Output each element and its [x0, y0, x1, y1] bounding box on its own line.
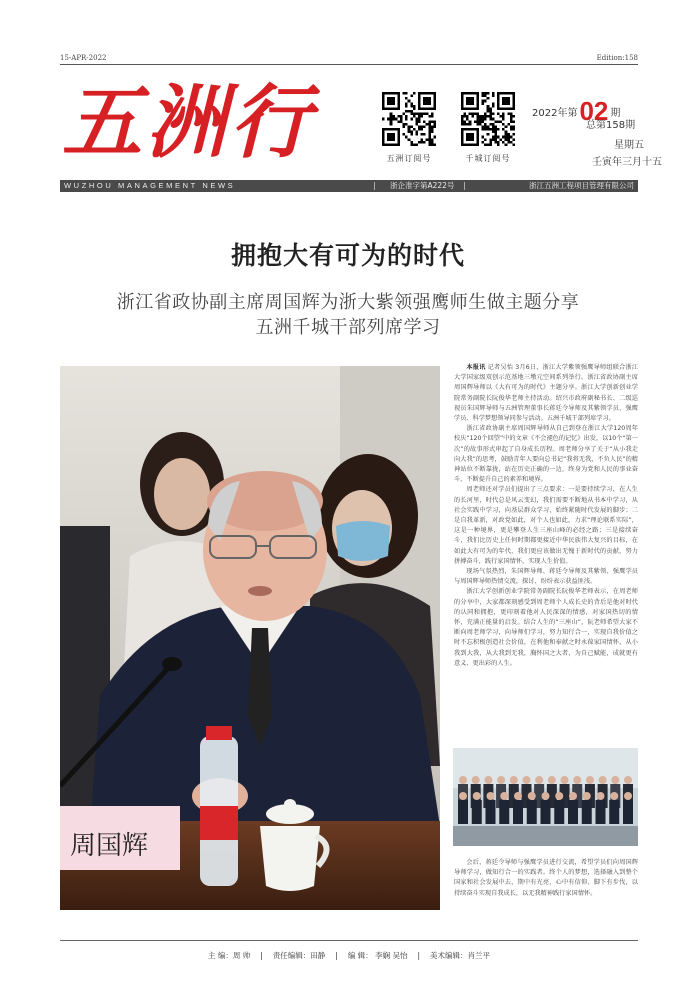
chief-editor: 主 编：周 帅 [207, 951, 251, 960]
article-body [454, 363, 638, 669]
band-divider [464, 182, 465, 190]
issue-date: 15-APR-2022 [60, 54, 107, 62]
masthead-band [60, 180, 638, 192]
band-divider [374, 182, 375, 190]
group-photo [453, 748, 638, 846]
headline: 拥抱大有可为的时代 [230, 241, 465, 270]
total-issue: 总第158期 [586, 120, 636, 131]
english-name: WUZHOU MANAGEMENT NEWS [64, 181, 236, 190]
registration-number: 浙企准字第A222号 [390, 181, 455, 190]
issue-suffix: 期 [610, 108, 621, 119]
article-paragraph: 浙江大学创新创业学院常务副院长阮俊华老师表示，在周老师的分享中，大家都深刻感受到周老师个人成长史的背后是他对时代的认同和拥抱，更印刻着他对人民深深的情感，对家国热切的情怀，充满正能量的启发。结合人生的“三座山”，阮老师希望大家不断向周老师学习，向导师们学习，努力知行合一，实现自我价值之时不忘积极创造社会价值，在利他和奉献之时永葆家国情怀，从小我到大我，从大我到无我，胸怀国之大者，为自己赋能，成就更有意义、更出彩的人生。 [454, 588, 638, 667]
edition-number: Edition:158 [596, 54, 638, 62]
credits-line: 主 编：周 帅 | 责任编辑：田静 | 编 辑： 李娴 吴怡 | 美术编辑：肖兰平 [207, 951, 491, 960]
art-editor: 美术编辑：肖兰平 [430, 951, 491, 960]
article-paragraph: 周老师还对学员们提出了三点要求：一是要持续学习，在人生的长河里，时代总是风云变幻，我们需要不断地从书本中学习，从社会实践中学习，向基层群众学习，始终紧随时代发展的脚步；二是自我革新，对政党如此，对个人也如此，力求“理论联系实际”，这是一种境界，更是攀登人生三座山峰的必经之路；三是接续奋斗，我们比历史上任何时期都更接近中华民族伟大复兴的目标，在如此大有可为的年代，我们更应该做出无愧于新时代的贡献，努力拼搏奋斗，践行家国情怀，实现人生价值。 [454, 486, 638, 565]
top-rule [60, 64, 638, 65]
issue-number: 02 [579, 96, 609, 126]
issue-info [530, 86, 662, 176]
footer-credits [60, 940, 638, 960]
article-lead [454, 363, 638, 424]
weekday: 星期五 [614, 140, 644, 151]
company-name: 浙江五洲工程项目管理有限公司 [529, 181, 634, 190]
duty-editor: 责任编辑：田静 [272, 951, 326, 960]
lead-label: 本报讯 [466, 364, 486, 371]
subhead-line-2: 五洲千城干部列席学习 [255, 317, 441, 338]
article-paragraph: 浙江省政协副主席周国辉导师从自己到登在浙江大学120周年校庆“120个回望”中的文章《不会褪色的记忆》出发，以10个“第一次”的故事形式串起了自身成长历程。周老师分享了关于“从小我走向大我”的思考，鼓励青年人要向总书记“我将无我，不负人民”的精神站位不断靠拢，站在历史正确的一边，终身为党和人民的事业奋斗，不断提升自己的素养和境界。 [454, 425, 638, 484]
qr-code-qiancheng [461, 92, 515, 146]
issue-prefix: 2022年第 [532, 108, 578, 119]
article-closing [454, 858, 638, 899]
qr-label-wuzhou: 五洲订阅号 [386, 154, 432, 163]
masthead-logo: 五洲行 [62, 75, 314, 169]
nameplate-text: 周国辉 [70, 831, 149, 861]
lunar-date: 壬寅年三月十五 [592, 157, 662, 168]
main-photo [60, 366, 440, 910]
article-paragraph: 现场气氛热烈，朱国辉导师、蒋廷令导师及其紫领、强鹰学员与周国辉导师热情交流，探讨、纷纷表示获益匪浅。 [454, 568, 638, 586]
article-paragraph: 会后，蒋廷令导师与强鹰学员进行交流，希望学员们向周国辉导师学习，做知行合一的实践者。终个人的梦想，选择融入到整个国家和社会发展中去，期中有光亮、心中有信仰、脚下有步伐，以持续奋斗实现自我成长，以无我精神践行家国情怀。 [454, 859, 638, 897]
subhead-line-1: 浙江省政协副主席周国辉为浙大紫领强鹰师生做主题分享 [116, 292, 580, 313]
lead-text: 记者吴怡 3月6日，浙江大学紫领强鹰导师组联合浙江大学国家级双创示范基地三墩元空间系列举行。浙江省政协副主席周国辉导师以《大有可为的时代》主题分享。浙江大学创新创业学院常务副院长阮俊华老师主持活动。绍兴市政府副秘书长、二级巡视员朱国辉导师与五洲管理董事长蒋廷令导师及其紫领学员、强鹰学员、科学梦想领导同参与活动。五洲千城干部列席学习。 [454, 364, 639, 423]
top-dateline [60, 52, 638, 64]
qr-code-wuzhou [382, 92, 436, 146]
qr-label-qiancheng: 千城订阅号 [465, 154, 511, 163]
editors: 编 辑： 李娴 吴怡 [347, 951, 408, 960]
